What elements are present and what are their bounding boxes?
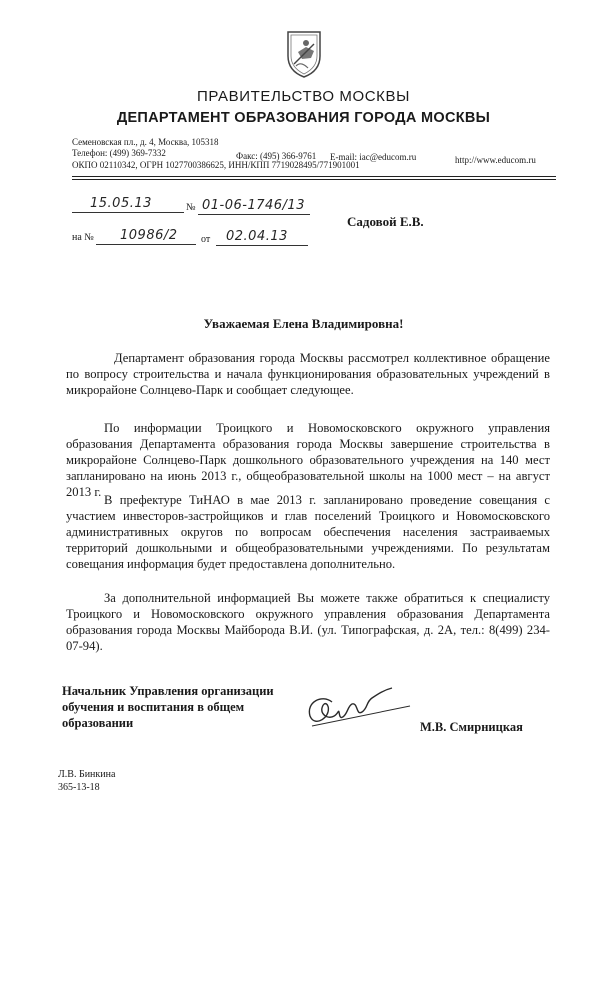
reference-date: 02.04.13 <box>226 229 288 244</box>
outgoing-number-label: № <box>186 202 196 213</box>
greeting: Уважаемая Елена Владимировна! <box>203 316 404 331</box>
executor-name: Л.В. Бинкина <box>58 769 116 780</box>
phone-line: Телефон: (499) 369-7332 <box>72 148 166 158</box>
addressee: Садовой Е.В. <box>347 214 424 229</box>
email-line: E-mail: iac@educom.ru <box>330 152 417 162</box>
registry-line: ОКПО 02110342, ОГРН 1027700386625, ИНН/КПП 7719028495/771901001 <box>72 160 360 170</box>
outgoing-date-line <box>72 212 184 213</box>
paragraph-1: Департамент образования города Москвы рассмотрел коллективное обращение по вопросу строительства и начала функционирования образовательных учреждений в микрорайоне Солнцево-Парк и сообщает следующее. <box>66 351 550 397</box>
reference-from-label: от <box>201 234 211 245</box>
executor-info <box>58 768 178 794</box>
reference-number: 10986/2 <box>120 228 178 243</box>
outgoing-date: 15.05.13 <box>90 196 152 211</box>
executor-phone: 365-13-18 <box>58 782 100 793</box>
outgoing-number-line <box>198 214 310 215</box>
reference-prefix: на № <box>72 232 94 243</box>
website-line: http://www.educom.ru <box>455 155 536 165</box>
address-line: Семеновская пл., д. 4, Москва, 105318 <box>72 137 219 147</box>
header-rule-top <box>72 176 556 177</box>
fax-line: Факс: (495) 366-9761 <box>236 151 317 161</box>
header-rule-bottom <box>72 179 556 180</box>
reference-number-line <box>96 244 196 245</box>
moscow-coat-of-arms-icon <box>284 28 324 78</box>
department-title: ДЕПАРТАМЕНТ ОБРАЗОВАНИЯ ГОРОДА МОСКВЫ <box>116 110 491 126</box>
handwritten-signature <box>292 682 412 742</box>
paragraph-2: По информации Троицкого и Новомосковского окружного управления образования Департамента образования города Москвы завершение строительства в микрорайоне Солнцево-Парк дошкольного образовательного учреждения на 140 мест запланировано на июнь 2013 г., общеобразовательной школы на 1000 мест – на август 2013 г. <box>66 421 550 499</box>
paragraph-3: В префектуре ТиНАО в мае 2013 г. запланировано проведение совещания с участием инвесторов-застройщиков и глав поселений Троицкого и Новомосковского административных округов по вопросам обеспечения населения застраиваемых территорий дошкольными и общеобразовательными учреждениями. По результатам совещания информация будет предоставлена дополнительно. <box>66 493 550 571</box>
reference-date-line <box>216 245 308 246</box>
signatory-name: М.В. Смирницкая <box>420 720 523 734</box>
government-title: ПРАВИТЕЛЬСТВО МОСКВЫ <box>197 88 410 105</box>
outgoing-number: 01-06-1746/13 <box>202 198 305 213</box>
paragraph-4: За дополнительной информацией Вы можете также обратиться к специалисту Троицкого и Новомосковского окружного управления образования Департамента образования города Москвы Майборода В.И. (ул. Типографская, д. 2А, тел.: 8(499) 234-07-94). <box>66 591 550 653</box>
signatory-title: Начальник Управления организации обучения и воспитания в общем образовании <box>62 684 274 730</box>
